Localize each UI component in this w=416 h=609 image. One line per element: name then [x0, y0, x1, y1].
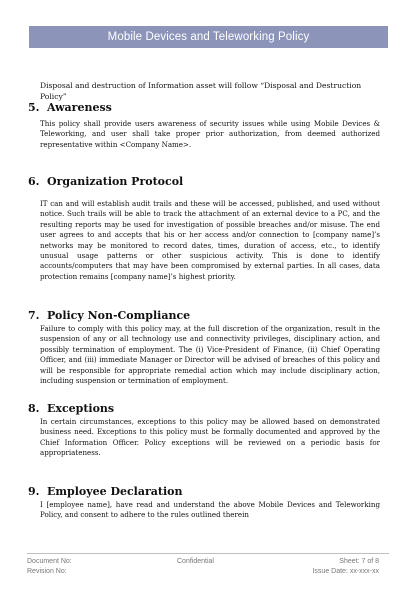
intro-text: Disposal and destruction of Information asset will follow “Disposal and Destruction Policy”: [40, 81, 362, 101]
revision-number-label: Revision No:: [27, 568, 67, 575]
document-number-label: Document No:: [27, 558, 72, 565]
section-title: Awareness: [47, 101, 112, 114]
section-number: 5.: [28, 101, 40, 114]
section-title: Employee Declaration: [47, 485, 183, 498]
footer-right: [312, 557, 379, 577]
section-exceptions: [28, 402, 380, 459]
section-body: In certain circumstances, exceptions to this policy may be allowed based on demonstrated business need. Exceptions to this policy must be formally documented and approved by the Chief Information Officer. Policy exceptions will be reviewed on a periodic basis for appropriateness.: [40, 417, 380, 458]
footer-divider: [27, 553, 389, 554]
section-body: I [employee name], have read and understand the above Mobile Devices and Teleworking Policy, and consent to adhere to the rules outlined therein: [40, 500, 380, 520]
section-number: 7.: [28, 309, 40, 322]
section-awareness: [28, 101, 380, 150]
section-number: 9.: [28, 485, 40, 498]
section-number: 6.: [28, 175, 40, 188]
section-heading: [28, 101, 380, 115]
document-content: [28, 80, 380, 520]
section-title: Exceptions: [47, 402, 115, 415]
section-body: IT can and will establish audit trails and these will be accessed, published, and used without notice. Such trails will be able to track the attachment of an external device to a PC, and the resulting reports may be used for investigation of possible breaches and/or misuse. The end user agrees to and accepts that his or her access and/or connection to [company name]’s networks may be monitored to record dates, times, duration of access, etc., to identify unusual usage patterns or other suspicious activity. This is done to identify accounts/computers that may have been compromised by external parties. In all cases, data protection remains [company name]’s highest priority.: [40, 199, 380, 281]
section-organization-protocol: [28, 175, 380, 282]
section-number: 8.: [28, 402, 40, 415]
document-title: Mobile Devices and Teleworking Policy: [107, 31, 310, 43]
section-heading: [28, 402, 380, 416]
confidential-label: Confidential: [177, 558, 214, 565]
footer-left: [27, 557, 72, 577]
section-employee-declaration: [28, 485, 380, 521]
sheet-number: Sheet: 7 of 8: [339, 558, 379, 565]
section-body: This policy shall provide users awareness of security issues while using Mobile Devices & Teleworking, and user shall take proper prior authorization, from deemed authorized representative within <Company Name>.: [40, 119, 380, 149]
section-body: Failure to comply with this policy may, at the full discretion of the organization, result in the suspension of any or all technology use and connectivity privileges, disciplinary action, and possibly termination of employment. The (i) Vice-President of Finance, (ii) Chief Operating Officer, and (iii) immediate Manager or Director will be advised of breaches of this policy and will be responsible for appropriate remedial action which may include disciplinary action, including suspension or termination of employment.: [40, 324, 380, 386]
header-banner: [29, 26, 388, 48]
section-title: Organization Protocol: [47, 175, 184, 188]
section-heading: [28, 175, 380, 189]
section-title: Policy Non-Compliance: [47, 309, 191, 322]
section-heading: [28, 485, 380, 499]
section-policy-non-compliance: [28, 309, 380, 386]
issue-date: Issue Date: xx-xxx-xx: [312, 568, 379, 575]
section-heading: [28, 309, 380, 323]
